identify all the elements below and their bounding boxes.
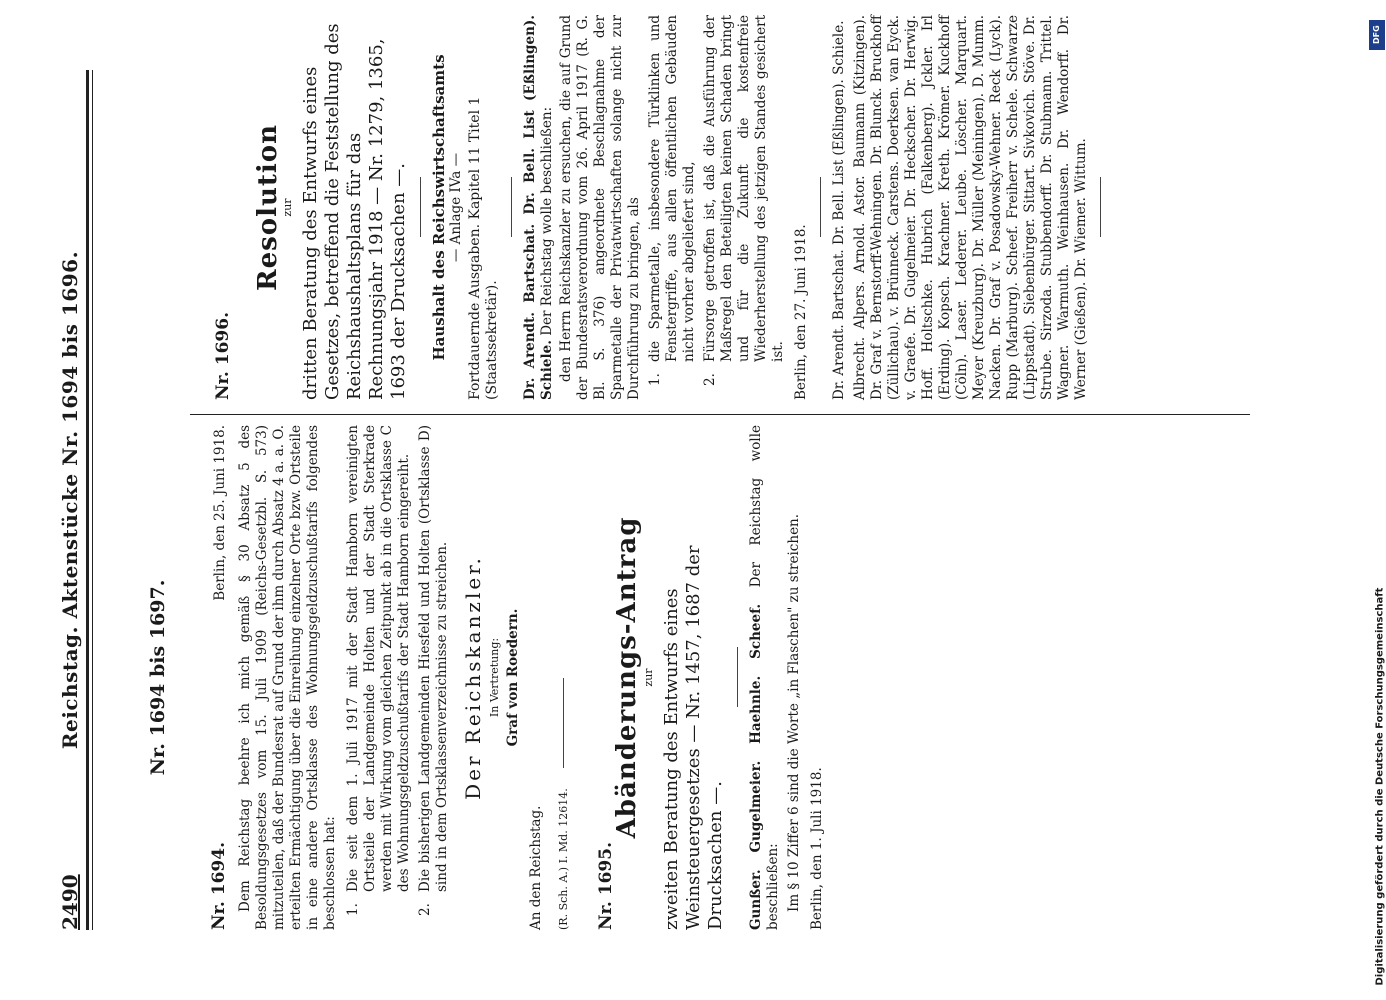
column-right bbox=[215, 15, 1111, 400]
motion-1695: Im § 10 Ziffer 6 sind die Worte „in Flaschen" zu streichen. bbox=[786, 513, 802, 912]
separator-line bbox=[1100, 178, 1101, 238]
dfg-logo-icon: DFG bbox=[1369, 20, 1385, 50]
movers-1696: Dr. Arendt. Bartschat. Dr. Bell. List (Eßlingen). Schiele. Der Reichstag wolle beschließen: bbox=[522, 15, 555, 400]
separator-line bbox=[820, 178, 821, 238]
place-date-1695: Berlin, den 1. Juli 1918. bbox=[809, 767, 825, 930]
running-title: Reichstag. Aktenstücke Nr. 1694 bis 1696. bbox=[58, 250, 82, 750]
list-item: 2. Die bisherigen Landgemeinden Hiesfeld und Holten (Ortsklasse D) sind in dem Ortsklassenverzeichnisse zu streichen. bbox=[417, 425, 450, 916]
signatory-title: Der Reichskanzler. bbox=[461, 555, 485, 800]
zur-1695: zur bbox=[642, 668, 655, 687]
list-item: 1. Die seit dem 1. Juli 1917 mit der Stadt Hamborn vereinigten Ortsteile der Landgemeinde Holten und der Stadt Sterkrade werden mit Wirkung vom gleichen Zeitpunkt ab in die Ortsklasse C des Wohnungsgeldzuschußtarifs der Stadt Hamborn eingereiht. bbox=[345, 425, 412, 916]
place-date-1694: Berlin, den 25. Juni 1918. bbox=[212, 425, 228, 601]
column-divider bbox=[190, 414, 1250, 415]
separator-line bbox=[737, 648, 738, 708]
place-date-1696: Berlin, den 27. Juni 1918. bbox=[793, 224, 809, 400]
zur-1696: zur bbox=[281, 198, 294, 217]
doc-number-1694: Nr. 1694. bbox=[209, 841, 229, 930]
resolution-title: Resolution bbox=[253, 123, 283, 292]
supporters-intro: Dr. Arendt. Bartschat. Dr. Bell. List (Eßlingen). Schiele. bbox=[831, 20, 847, 400]
supporters-list: Albrecht. Alpers. Arnold. Astor. Baumann (Kitzingen). Dr. Graf v. Bernstorff-Wehningen. Dr. Blunck. Bruckhoff (Züllichau). v. Brünneck. Carstens. Doerksen. van Eyck. v. Graefe. Dr. Gugelmeier. Dr. Heckscher. Dr. Herwig. Hoff. Holtschke. Hubrich (Falkenberg). Jckler. Irl (Erding). Kopsch. Krachner. Kreth. Krömer. Kuckhoff (Cöln). Laser. Lederer. Leube. Löscher. Marquart. Meyer (Kreuzburg). Dr. Müller (Meiningen). D. Mumm. Nacken. Dr. Graf v. Posadowsky-Wehner. Reck (Lyck). Rupp (Marburg). Scheef. Freiherr v. Schele. Schwarze (Lippstadt). Siebenbürger. Sittart. Sivkovich. Stöve. Dr. Strube. Sirzoda. Stubbendorff. Dr. Stubmann. Trittel. Wagner. Warmuth. Weinhausen. Dr. Wendorff. Dr. Werner (Gießen). Dr. Wiemer. Wittum. bbox=[852, 15, 1089, 400]
budget-line: Fortdauernde Ausgaben. Kapitel 11 Titel 1 (Staatssekretär). bbox=[467, 96, 500, 400]
doc-number-1695: Nr. 1695. bbox=[596, 841, 616, 930]
digitization-credit: Digitalisierung gefördert durch die Deutsche Forschungsgemeinschaft bbox=[1374, 587, 1386, 986]
movers-1695: Gunßer. Gugelmeier. Haehnle. Scheef. Der Reichstag wolle beschließen: bbox=[748, 425, 781, 930]
budget-heading: Haushalt des Reichswirtschaftsamts bbox=[430, 54, 448, 361]
column-left bbox=[147, 425, 826, 930]
body-1694: Dem Reichstag beehre ich mich gemäß § 30 Absatz 5 des Besoldungsgesetzes vom 15. Juli 1909 (Reichs-Gesetzbl. S. 573) mitzuteilen, daß der Bundesrat auf Grund der ihm durch Absatz 4 a. a. O. erteilten Ermächtigung über die Einreihung einzelner Orte bzw. Ortsteile in eine andere Ortsklasse des Wohnungsgeldzuschußtarifs folgendes beschlossen hat: bbox=[237, 425, 338, 930]
list-item: 2. Fürsorge getroffen ist, daß die Ausführung der Maßregel den Beteiligten keinen Schaden bringt und für die Zukunft die kostenfreie Wiederherstellung des jetzigen Standes gesichert ist. bbox=[702, 15, 786, 386]
dfg-credit bbox=[1360, 20, 1386, 1000]
page-number: 2490 bbox=[58, 874, 82, 930]
header-rule-thick bbox=[86, 70, 89, 930]
separator-line bbox=[563, 678, 564, 768]
doc-number-1696: Nr. 1696. bbox=[213, 311, 233, 400]
list-item: 1. die Sparmetalle, insbesondere Türklinken und Fenstergriffe, aus allen öffentlichen Gebäuden nicht vorher abgeliefert sind, bbox=[647, 15, 697, 386]
annex: — Anlage IVa — bbox=[448, 152, 464, 263]
separator-line bbox=[511, 178, 512, 238]
representation: In Vertretung: bbox=[488, 637, 501, 718]
signer: Graf von Roedern. bbox=[505, 608, 521, 747]
header-rule-thin bbox=[92, 70, 93, 930]
subject-1695: zweiten Beratung des Entwurfs eines Weinsteuergesetzes — Nr. 1457, 1687 der Drucksachen —. bbox=[661, 545, 726, 930]
subject-1696: dritten Beratung des Entwurfs eines Gesetzes, betreffend die Feststellung des Reichshaushaltsplans für das Rechnungsjahr 1918 — Nr. 1279, 1365, 1693 der Drucksachen —. bbox=[300, 23, 409, 400]
motion-1696: den Herrn Reichskanzler zu ersuchen, die auf Grund der Bundesratsverordnung vom 26. April 1917 (R. G. Bl. S. 376) angeordnete Beschlagnahme der Sparmetalle der Privatwirtschaften solange nicht zur Durchführung zu bringen, als bbox=[558, 15, 642, 400]
file-reference: (R. Sch. A.) I. Md. 12614. bbox=[557, 788, 570, 930]
motion-title-1695: Abänderungs-Antrag bbox=[612, 516, 642, 839]
separator-line bbox=[420, 178, 421, 238]
section-heading: Nr. 1694 bis 1697. bbox=[147, 579, 169, 776]
addressee: An den Reichstag. bbox=[528, 805, 544, 930]
